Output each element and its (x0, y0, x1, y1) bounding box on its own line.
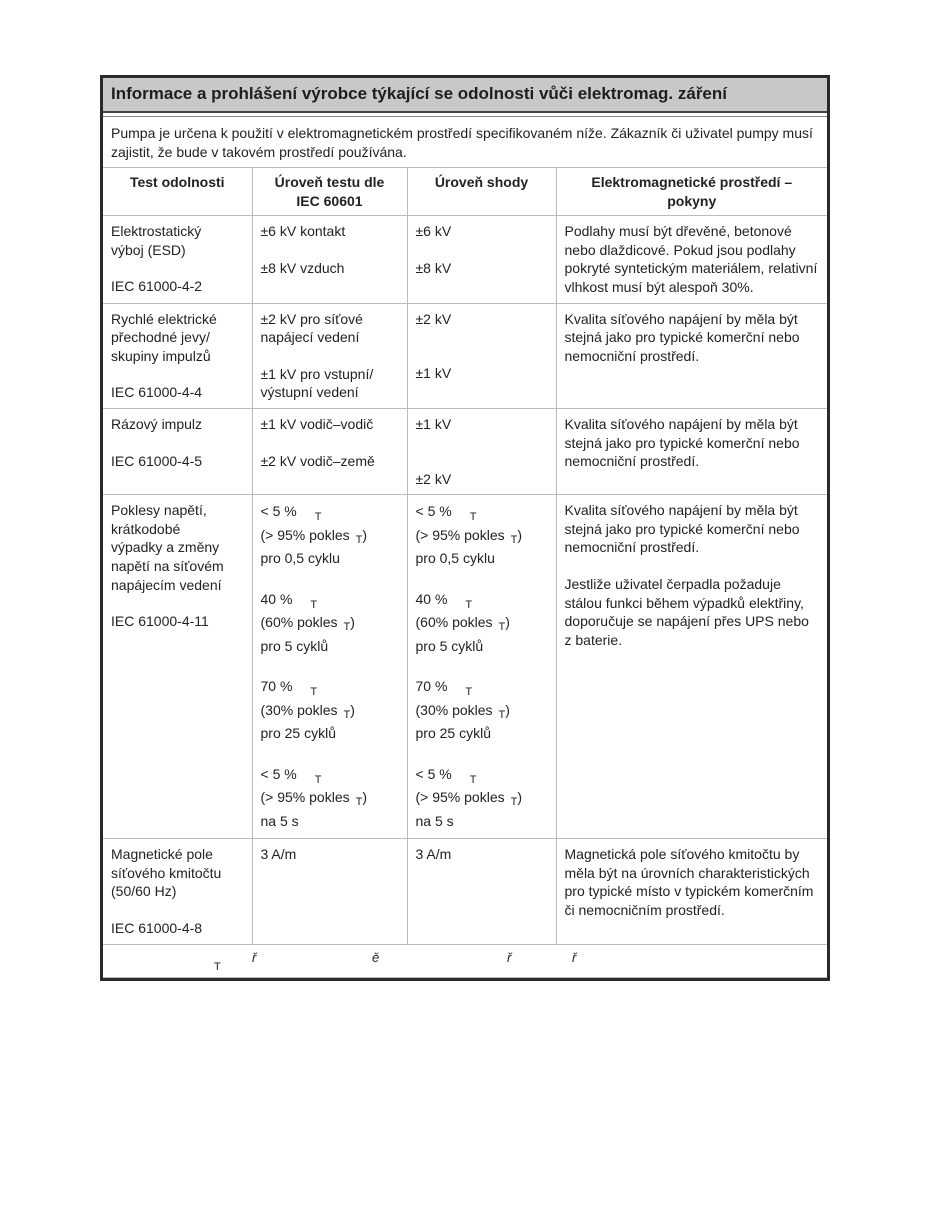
table-row-surge (103, 408, 827, 494)
cell-test: Elektrostatický výboj (ESD) IEC 61000-4-2 (103, 216, 252, 303)
cell-environment: Kvalita síťového napájení by měla být stejná jako pro typické komerční nebo nemocniční prostředí. (556, 303, 827, 408)
cell-test: Rázový impulz IEC 61000-4-5 (103, 408, 252, 494)
cell-compliance: ±1 kV ±2 kV (407, 408, 556, 494)
cell-test-level: ±6 kV kontakt ±8 kV vzduch (252, 216, 407, 303)
immunity-declaration-table (100, 75, 830, 981)
table-row-esd (103, 216, 827, 303)
header-environment: Elektromagnetické prostředí – pokyny (556, 168, 827, 216)
footnote-text: T ř ě ř ř (214, 949, 577, 973)
cell-compliance: < 5 % $_T$ (> 95% pokles $_T$) pro 0,5 cyklu 40 % $_T$ (60% pokles $_T$) pro 5 cyklů 70 % $_T$ (30% pokles $_T$) pro 25 cyklů < 5 % $_T$ (> 95% pokles $_T$) na 5 s (407, 495, 556, 839)
table-row-voltage-dips (103, 495, 827, 839)
cell-test: Poklesy napětí, krátkodobé výpadky a změny napětí na síťovém napájecím vedení IEC 61000-4-11 (103, 495, 252, 839)
table-title: Informace a prohlášení výrobce týkající se odolnosti vůči elektromag. záření (103, 78, 827, 113)
intro-text: Pumpa je určena k použití v elektromagnetickém prostředí specifikovaném níže. Zákazník či uživatel pumpy musí zajistit, že bude v takovém prostředí používána. (103, 116, 827, 167)
table-row-eft (103, 303, 827, 408)
header-compliance: Úroveň shody (407, 168, 556, 216)
cell-test: Magnetické pole síťového kmitočtu (50/60 Hz) IEC 61000-4-8 (103, 839, 252, 944)
cell-compliance: 3 A/m (407, 839, 556, 944)
cell-test-level: ±2 kV pro síťové napájecí vedení ±1 kV pro vstupní/ výstupní vedení (252, 303, 407, 408)
table-footnote-row (103, 944, 827, 977)
header-test-level: Úroveň testu dle IEC 60601 (252, 168, 407, 216)
footnote-cell (103, 944, 827, 977)
cell-environment: Kvalita síťového napájení by měla být stejná jako pro typické komerční nebo nemocniční prostředí. Jestliže uživatel čerpadla požaduje stálou funkci během výpadků elektřiny, doporučuje se napájení přes UPS nebo z baterie. (556, 495, 827, 839)
cell-environment: Podlahy musí být dřevěné, betonové nebo dlaždicové. Pokud jsou podlahy pokryté syntetickým materiálem, relativní vlhkost musí být alespoň 30%. (556, 216, 827, 303)
cell-test: Rychlé elektrické přechodné jevy/ skupiny impulzů IEC 61000-4-4 (103, 303, 252, 408)
cell-test-level: ±1 kV vodič–vodič ±2 kV vodič–země (252, 408, 407, 494)
immunity-table (103, 167, 827, 978)
header-row (103, 168, 827, 216)
cell-compliance: ±2 kV ±1 kV (407, 303, 556, 408)
cell-environment: Kvalita síťového napájení by měla být stejná jako pro typické komerční nebo nemocniční prostředí. (556, 408, 827, 494)
table-row-magnetic (103, 839, 827, 944)
cell-test-level: < 5 % $_T$ (> 95% pokles $_T$) pro 0,5 cyklu 40 % $_T$ (60% pokles $_T$) pro 5 cyklů 70 % $_T$ (30% pokles $_T$) pro 25 cyklů < 5 % $_T$ (> 95% pokles $_T$) na 5 s (252, 495, 407, 839)
cell-compliance: ±6 kV ±8 kV (407, 216, 556, 303)
header-test: Test odolnosti (103, 168, 252, 216)
cell-environment: Magnetická pole síťového kmitočtu by měla být na úrovních charakteristických pro typické místo v typickém komerčním či nemocničním prostředí. (556, 839, 827, 944)
cell-test-level: 3 A/m (252, 839, 407, 944)
